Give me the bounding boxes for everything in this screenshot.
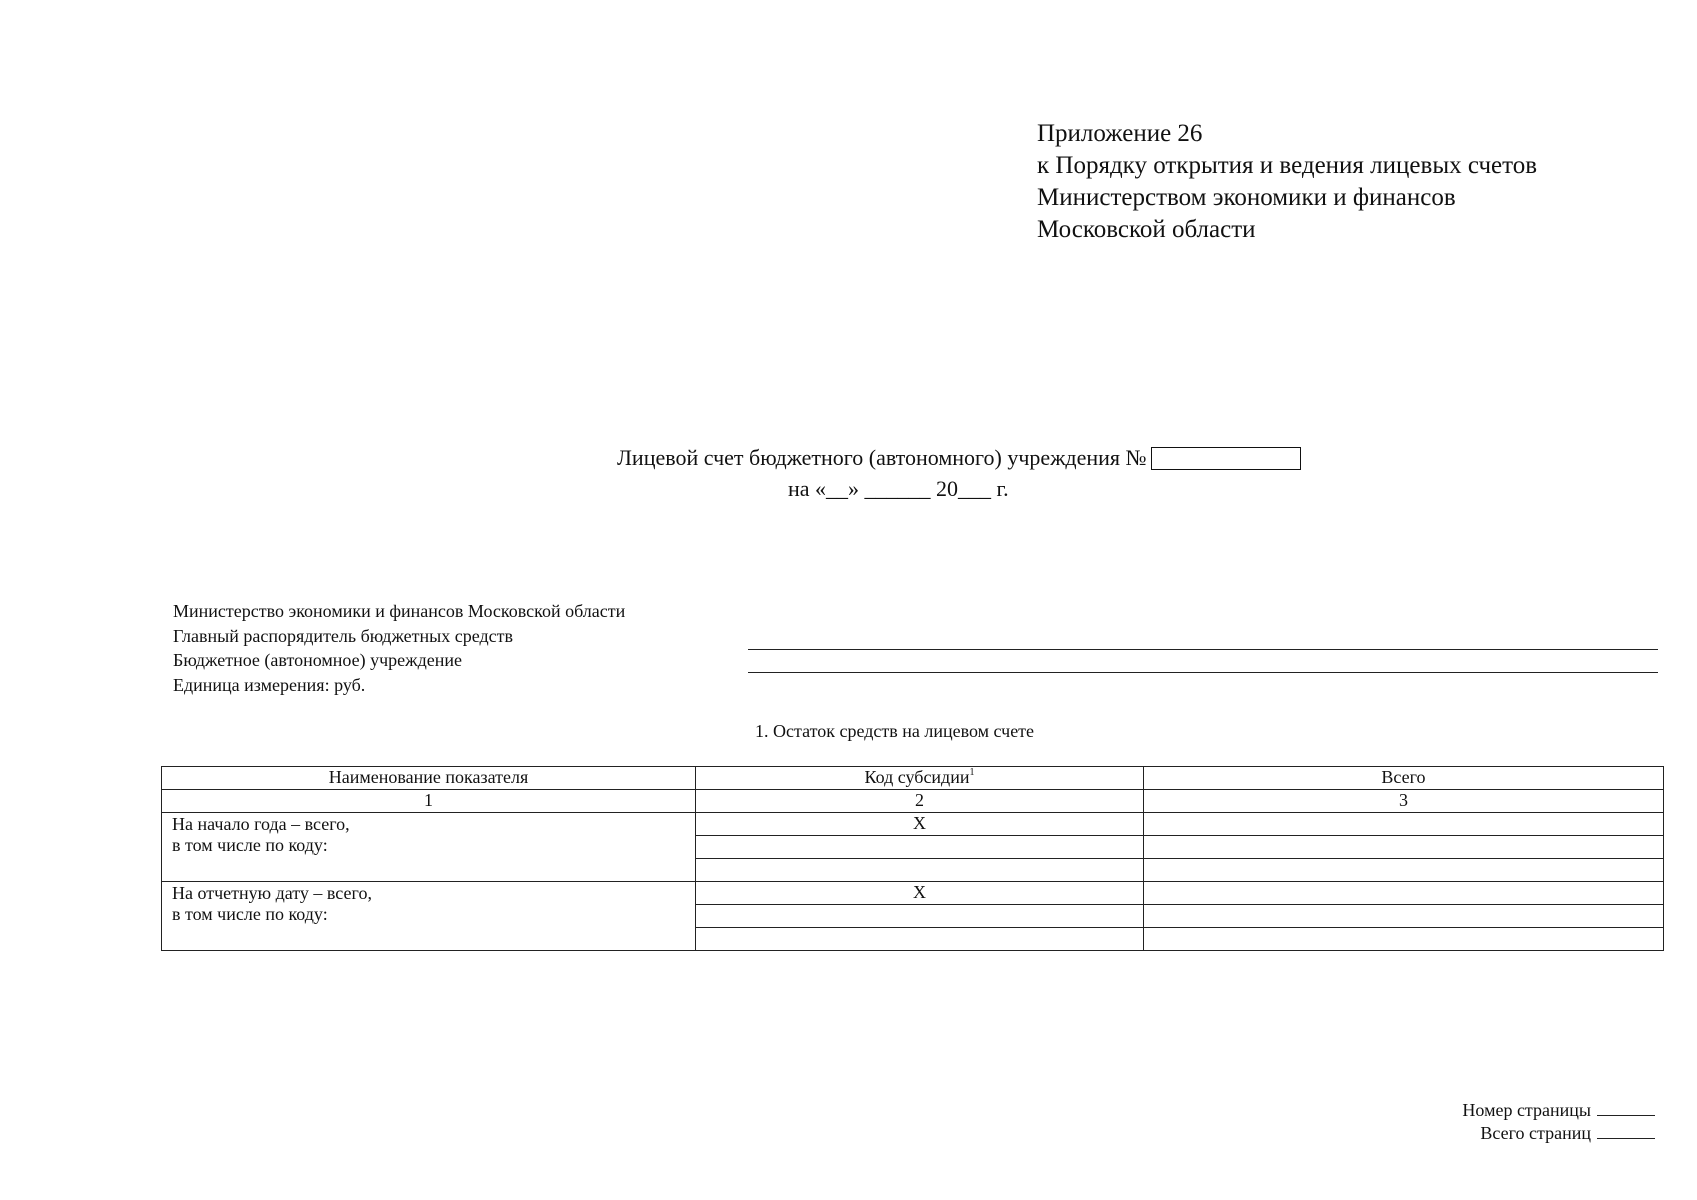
balance-table [161, 766, 1664, 951]
code-cell[interactable] [696, 928, 1144, 951]
column-number-row [162, 790, 1664, 813]
account-date: на «__» ______ 20___ г. [788, 476, 1009, 501]
total-cell[interactable] [1144, 905, 1664, 928]
total-cell[interactable] [1144, 836, 1664, 859]
meta-block [173, 599, 625, 697]
table-header-row [162, 767, 1664, 790]
chief-manager-fill-line[interactable] [748, 649, 1658, 650]
page-number-row [1462, 1099, 1655, 1122]
header-code: Код субсидии$^1$ [696, 767, 1144, 790]
account-number-box[interactable] [1151, 447, 1301, 470]
unit-label: Единица измерения: руб. [173, 674, 366, 695]
code-cell-mark: Х [696, 813, 1144, 836]
header-name: Наименование показателя [162, 767, 696, 790]
code-cell[interactable] [696, 836, 1144, 859]
page-number-label: Номер страницы [1462, 1100, 1591, 1120]
code-cell[interactable] [696, 859, 1144, 882]
column-number: 3 [1144, 790, 1664, 813]
column-number: 2 [696, 790, 1144, 813]
chief-manager-label: Главный распорядитель бюджетных средств [173, 625, 513, 646]
institution-label: Бюджетное (автономное) учреждение [173, 650, 462, 670]
section-title: 1. Остаток средств на лицевом счете [755, 721, 1035, 741]
appendix-line: к Порядку открытия и ведения лицевых счетов [1037, 152, 1538, 179]
table-row [162, 813, 1664, 836]
page-info [1462, 1099, 1655, 1145]
appendix-number: Приложение 26 [1037, 120, 1203, 147]
page-number-blank[interactable] [1597, 1101, 1655, 1116]
code-cell-mark: Х [696, 882, 1144, 905]
total-pages-label: Всего страниц [1480, 1123, 1591, 1143]
account-title-text: Лицевой счет бюджетного (автономного) учреждения № [617, 445, 1147, 470]
total-pages-row [1462, 1122, 1655, 1145]
column-number: 1 [162, 790, 696, 813]
ministry-label: Министерство экономики и финансов Московской области [173, 601, 626, 621]
total-pages-blank[interactable] [1597, 1124, 1655, 1139]
appendix-line: Министерством экономики и финансов [1037, 184, 1456, 211]
table-row [162, 882, 1664, 905]
total-cell[interactable] [1144, 882, 1664, 905]
account-title [617, 444, 1301, 472]
appendix-line: Московской области [1037, 216, 1256, 243]
appendix-header [1037, 118, 1537, 246]
institution-fill-line[interactable] [748, 672, 1658, 673]
row-label-start-of-year: На начало года – всего, в том числе по коду: [162, 813, 696, 882]
total-cell[interactable] [1144, 859, 1664, 882]
total-cell[interactable] [1144, 813, 1664, 836]
footnote-mark: 1 [969, 767, 975, 778]
total-cell[interactable] [1144, 928, 1664, 951]
code-cell[interactable] [696, 905, 1144, 928]
header-total: Всего [1144, 767, 1664, 790]
row-label-reporting-date: На отчетную дату – всего, в том числе по коду: [162, 882, 696, 951]
